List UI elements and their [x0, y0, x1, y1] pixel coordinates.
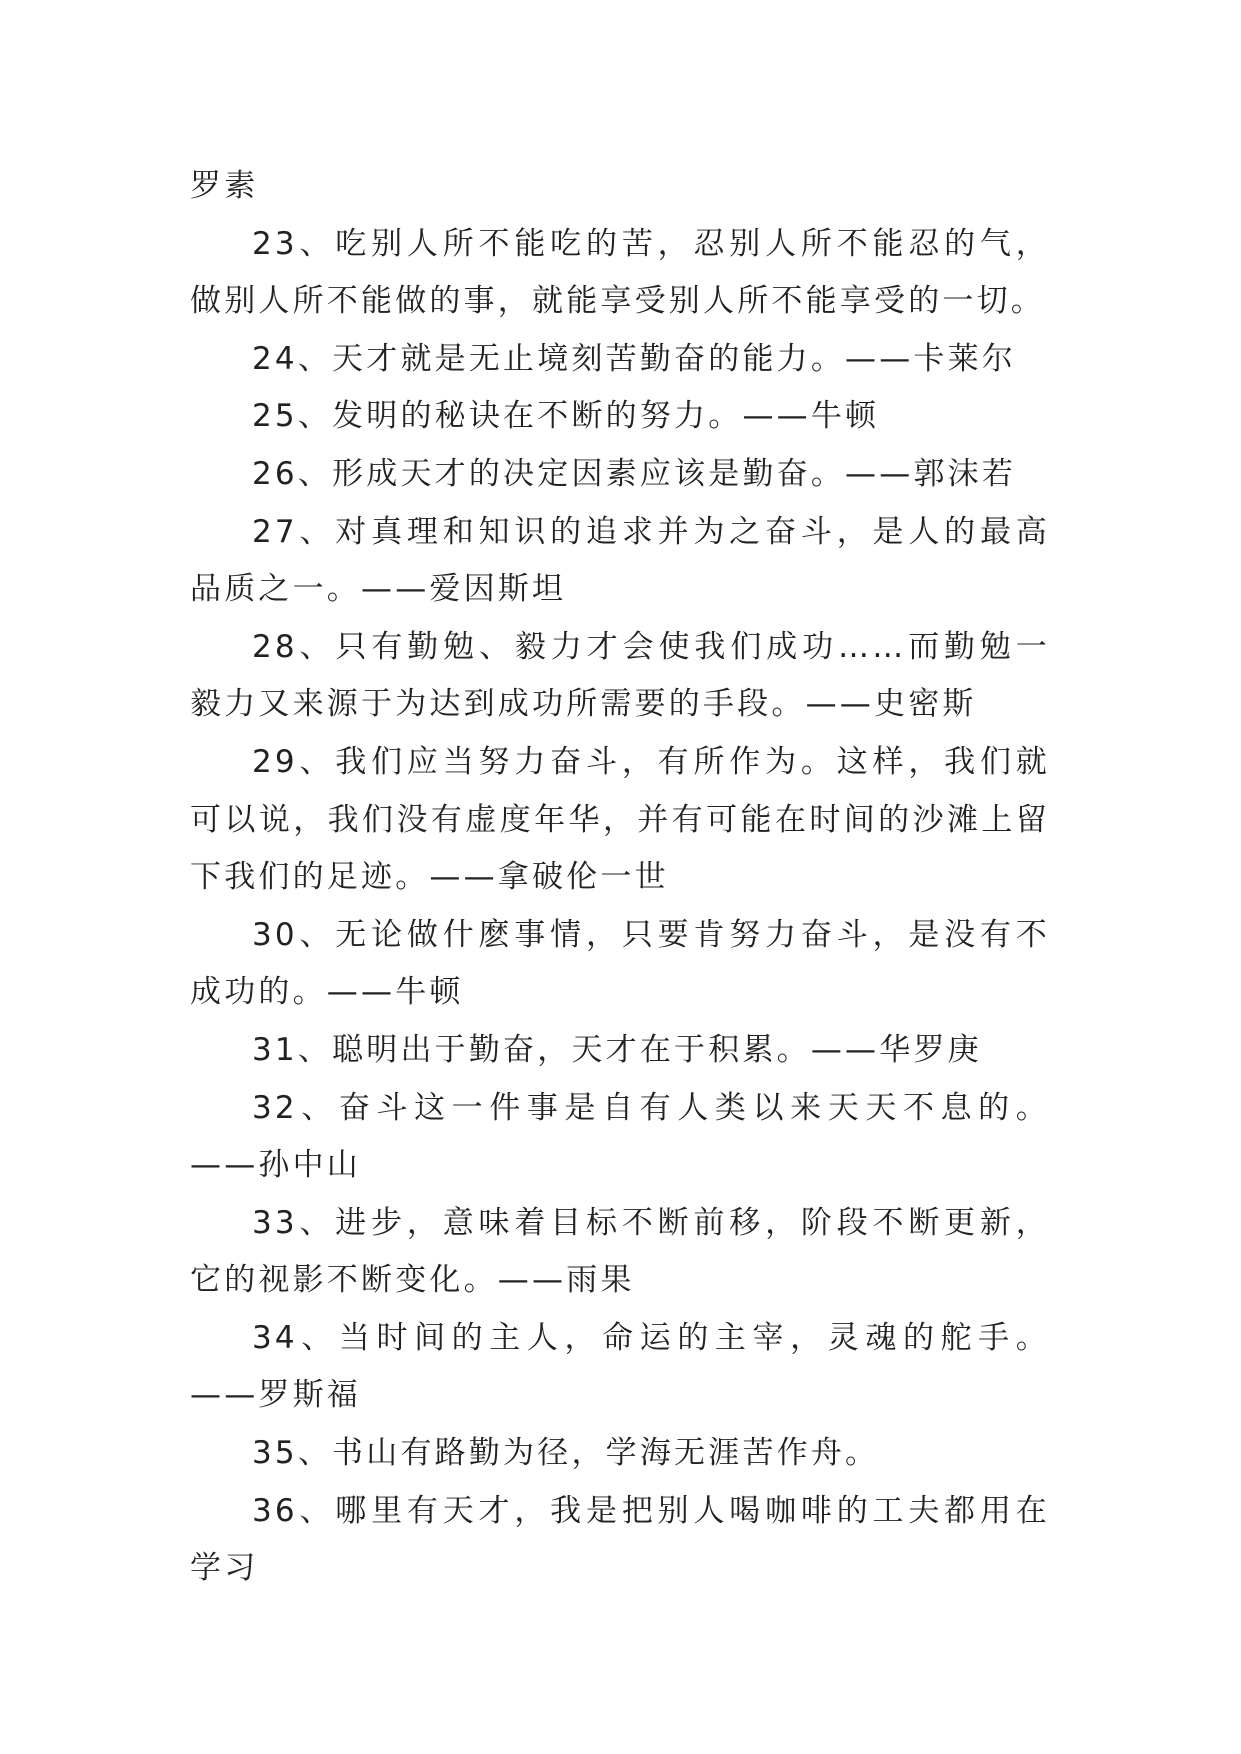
quote-item-34: 34、当时间的主人，命运的主宰，灵魂的舵手。——罗斯福	[190, 1319, 1050, 1414]
quote-item-33: 33、进步，意味着目标不断前移，阶段不断更新，它的视影不断变化。——雨果	[190, 1204, 1050, 1299]
quote-item-32: 32、奋斗这一件事是自有人类以来天天不息的。——孙中山	[190, 1089, 1050, 1184]
quote-item-28: 28、只有勤勉、毅力才会使我们成功……而勤勉一毅力又来源于为达到成功所需要的手段。——史密斯	[190, 628, 1050, 723]
quote-item-27: 27、对真理和知识的追求并为之奋斗，是人的最高品质之一。——爱因斯坦	[190, 513, 1050, 608]
quote-item-31: 31、聪明出于勤奋，天才在于积累。——华罗庚	[252, 1031, 982, 1068]
quote-item-35: 35、书山有路勤为径，学海无涯苦作舟。	[252, 1435, 880, 1472]
quote-item-30: 30、无论做什麽事情，只要肯努力奋斗，是没有不成功的。——牛顿	[190, 916, 1050, 1011]
paragraph-continuation: 罗素	[190, 168, 259, 204]
document-body	[190, 158, 1050, 1598]
quote-item-26: 26、形成天才的决定因素应该是勤奋。——郭沫若	[252, 455, 1017, 492]
quote-item-24: 24、天才就是无止境刻苦勤奋的能力。——卡莱尔	[252, 340, 1017, 377]
quote-item-29: 29、我们应当努力奋斗，有所作为。这样，我们就可以说，我们没有虚度年华，并有可能在时间的沙滩上留下我们的足迹。——拿破伦一世	[190, 743, 1050, 896]
quote-item-36: 36、哪里有天才，我是把别人喝咖啡的工夫都用在学习	[190, 1492, 1050, 1587]
quote-item-25: 25、发明的秘诀在不断的努力。——牛顿	[252, 398, 880, 435]
quote-item-23: 23、吃别人所不能吃的苦，忍别人所不能忍的气，做别人所不能做的事，就能享受别人所不能享受的一切。	[190, 225, 1050, 320]
